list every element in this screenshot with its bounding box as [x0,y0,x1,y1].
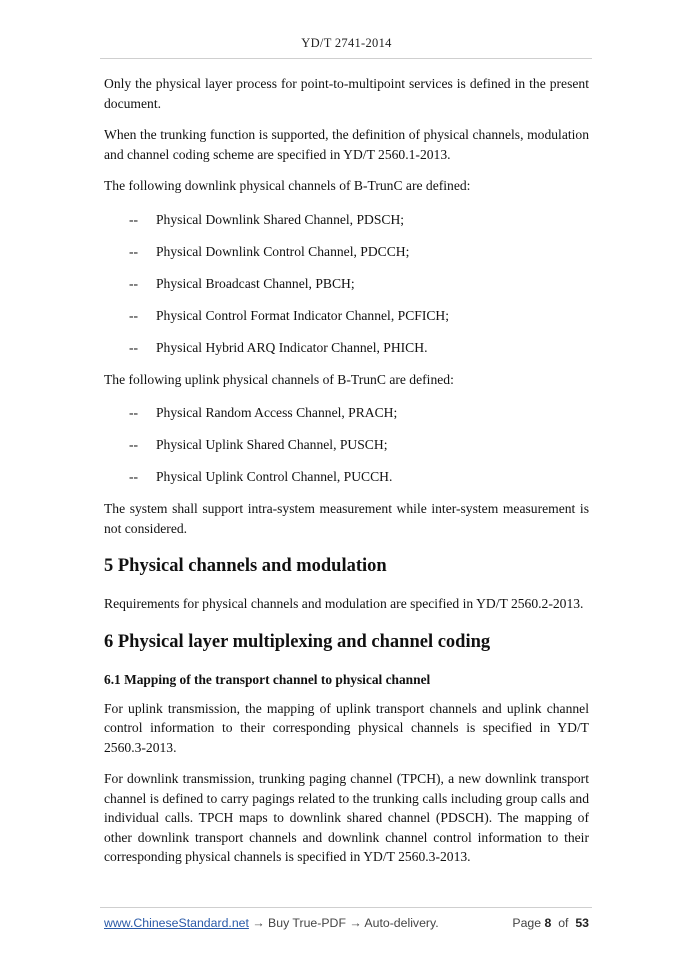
of-label: of [558,916,569,930]
footer-promo [104,916,439,930]
list-dash: -- [129,211,139,227]
paragraph-measurement: The system shall support intra-system measurement while inter-system measurement is not considered. [104,501,589,536]
channel-list-item [104,306,589,325]
list-dash: -- [129,275,139,291]
channel-name: Physical Hybrid ARQ Indicator Channel, PHICH. [156,339,428,355]
channel-name: Physical Random Access Channel, PRACH; [156,405,398,420]
total-pages: 53 [575,916,589,930]
list-dash: -- [129,469,139,484]
list-dash: -- [129,339,139,355]
site-link[interactable]: www.ChineseStandard.net [104,916,249,930]
page-header: YD/T 2741-2014 [301,36,392,50]
footer-promo-text: → Buy True-PDF → Auto-delivery. [248,916,439,930]
channel-list-item [104,467,589,486]
channel-list-item [104,435,589,454]
paragraph-trunking: When the trunking function is supported, the definition of physical channels, modulation and channel coding scheme are specified in YD/T 2560.1-2013. [104,127,589,162]
channel-list-item [104,403,589,422]
channel-list-item [104,242,589,261]
channel-list-item [104,210,589,229]
uplink-channel-list [104,403,589,486]
section-6-heading: 6 Physical layer multiplexing and channel coding [104,631,491,652]
downlink-channel-list [104,210,589,357]
page-label: Page [512,916,542,930]
channel-list-item [104,338,589,357]
list-dash: -- [129,405,139,420]
section-6-1-heading: 6.1 Mapping of the transport channel to physical channel [104,671,431,687]
list-dash: -- [129,437,139,452]
channel-name: Physical Downlink Shared Channel, PDSCH; [156,211,405,227]
section-5-heading: 5 Physical channels and modulation [104,556,387,576]
paragraph-scope: Only the physical layer process for point-to-multipoint services is defined in the present document. [104,76,589,111]
page-number: 8 [544,916,552,930]
channel-name: Physical Control Format Indicator Channel, PCFICH; [156,307,450,323]
page-content [104,74,589,879]
paragraph-uplink-intro: The following uplink physical channels of B-TrunC are defined: [104,371,454,387]
header-divider [100,58,592,59]
section-6-1-downlink-body: For downlink transmission, trunking paging channel (TPCH), a new downlink transport channel is defined to carry pagings related to the trunking calls including group calls and individual calls. TPCH maps to downlink shared channel (PDSCH). The mapping of other downlink transport channels and downlink channel control information to their corresponding physical channels is specified in YD/T 2560.3-2013. [104,771,589,864]
channel-name: Physical Broadcast Channel, PBCH; [156,275,355,291]
section-5-body: Requirements for physical channels and modulation are specified in YD/T 2560.2-2013. [104,596,584,611]
footer-divider [100,907,592,908]
channel-list-item [104,274,589,293]
channel-name: Physical Uplink Control Channel, PUCCH. [156,469,393,484]
page-footer [104,916,589,934]
section-6-1-uplink-body: For uplink transmission, the mapping of uplink transport channels and uplink channel control information to their corresponding physical channels is specified in YD/T 2560.3-2013. [104,700,589,755]
channel-name: Physical Downlink Control Channel, PDCCH; [156,243,410,259]
list-dash: -- [129,243,139,259]
list-dash: -- [129,307,139,323]
channel-name: Physical Uplink Shared Channel, PUSCH; [156,437,388,452]
paragraph-downlink-intro: The following downlink physical channels of B-TrunC are defined: [104,178,471,193]
page-indicator [512,916,589,930]
